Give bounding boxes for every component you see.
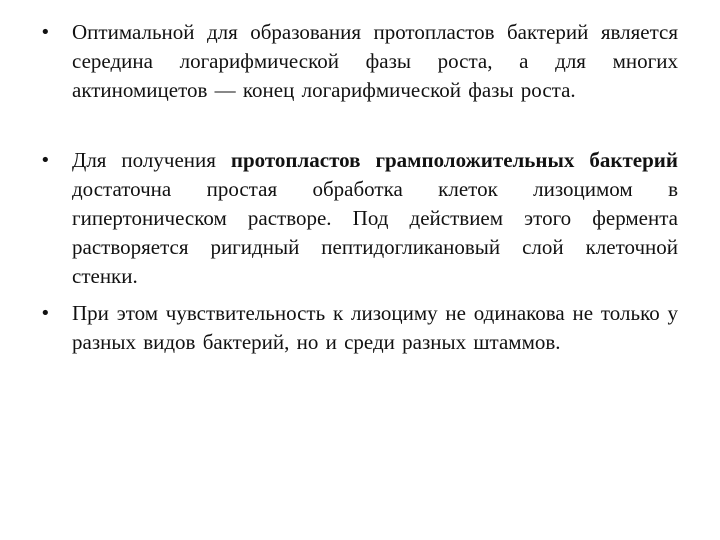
bullet-dot-icon: • xyxy=(40,303,51,324)
bullet-dot-icon: • xyxy=(40,150,51,171)
bullet-item-2 xyxy=(40,146,678,291)
bullet-list xyxy=(40,18,678,357)
bullet-text-1: Оптимальной для образования протопластов бактерий является середина логарифмической фазы роста, а для многих актиномицетов — конец логарифмической фазы роста. xyxy=(72,20,678,102)
bullet-text-2-after: достаточна простая обработка клеток лизоцимом в гипертоническом растворе. Под действием этого фермента растворяется ригидный пептидогликановый слой клеточной стенки. xyxy=(72,177,678,288)
bullet-item-3 xyxy=(40,299,678,357)
bullet-text-3: При этом чувствительность к лизоциму не одинакова не только у разных видов бактерий, но и среди разных штаммов. xyxy=(72,301,678,354)
bullet-item-1 xyxy=(40,18,678,105)
bullet-text-2-bold: протопластов грамположительных бактерий xyxy=(230,148,678,172)
bullet-dot-icon: • xyxy=(40,22,51,43)
bullet-text-2-before: Для получения xyxy=(72,148,231,172)
